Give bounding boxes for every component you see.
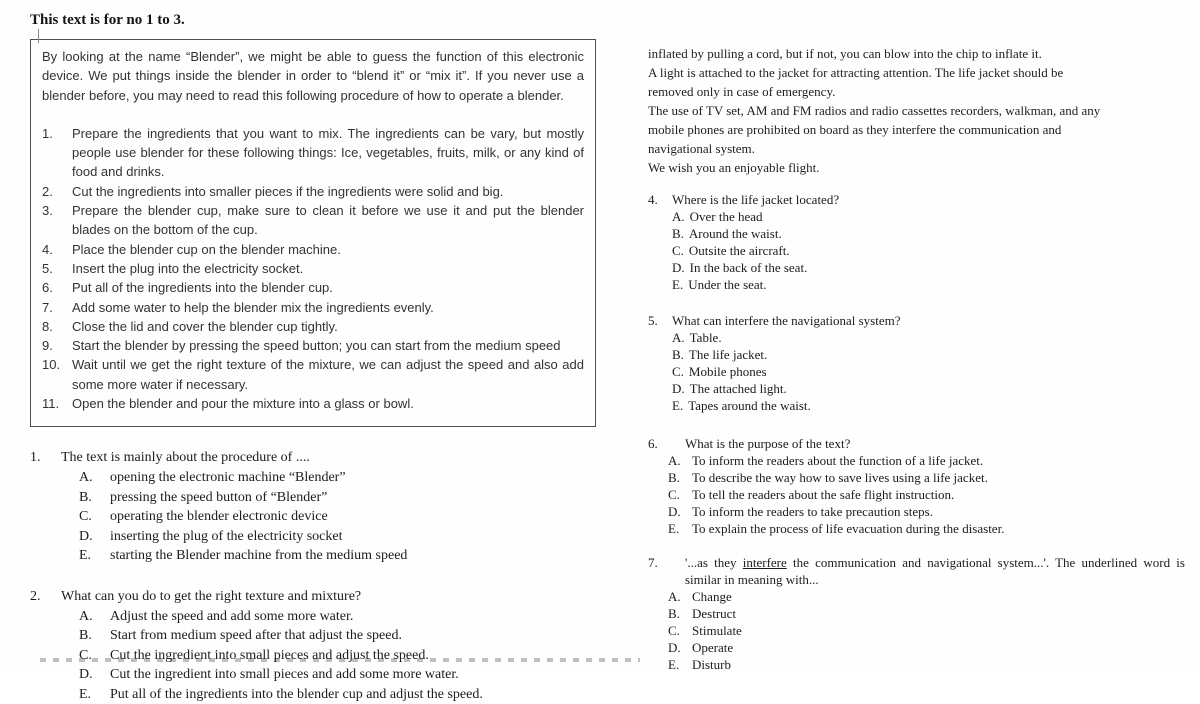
option-c [668, 486, 1185, 503]
question-number: 5. [648, 312, 672, 414]
underlined-word: interfere [743, 555, 787, 570]
option-letter: D. [668, 503, 692, 520]
question-5 [648, 312, 1185, 414]
option-text: Cut the ingredient into small pieces and adjust the speed. [110, 646, 429, 666]
option-text: Stimulate [692, 622, 742, 639]
procedure-step [42, 124, 584, 182]
option-a [668, 452, 1185, 469]
step-number: 4. [42, 240, 72, 259]
procedure-step [42, 394, 584, 413]
passage-line: The use of TV set, AM and FM radios and radio cassettes recorders, walkman, and any [648, 101, 1185, 120]
option-e [672, 276, 1185, 293]
option-text: Destruct [692, 605, 736, 622]
passage-line: We wish you an enjoyable flight. [648, 158, 1185, 177]
step-number: 11. [42, 394, 72, 413]
answer-options [668, 452, 1185, 537]
option-b [668, 605, 1185, 622]
option-d [668, 639, 1185, 656]
procedure-step [42, 201, 584, 240]
passage-line: mobile phones are prohibited on board as they interfere the communication and [648, 120, 1185, 139]
procedure-step [42, 259, 584, 278]
option-letter: E. [79, 685, 110, 704]
option-c [79, 507, 596, 527]
passage-line: inflated by pulling a cord, but if not, you can blow into the chip to inflate it. [648, 44, 1185, 63]
option-text: Table. [690, 329, 722, 346]
option-text: Operate [692, 639, 733, 656]
passage-line: navigational system. [648, 139, 1185, 158]
question-stem: What is the purpose of the text? [685, 435, 1185, 452]
step-number: 5. [42, 259, 72, 278]
option-letter: B. [672, 346, 684, 363]
step-text: Cut the ingredients into smaller pieces if the ingredients were solid and big. [72, 182, 584, 201]
step-text: Start the blender by pressing the speed button; you can start from the medium speed [72, 336, 584, 355]
option-text: inserting the plug of the electricity socket [110, 527, 342, 547]
option-letter: A. [672, 329, 685, 346]
option-text: The attached light. [690, 380, 787, 397]
option-letter: E. [668, 520, 692, 537]
option-c [672, 363, 1185, 380]
stem-post: the communication and navigational system...'. The underlined word is similar in meaning with... [685, 555, 1185, 587]
answer-options [79, 607, 596, 704]
step-number: 3. [42, 201, 72, 240]
question-stem: Where is the life jacket located? [672, 191, 1185, 208]
option-a [668, 588, 1185, 605]
option-b [672, 346, 1185, 363]
option-letter: D. [668, 639, 692, 656]
option-d [672, 380, 1185, 397]
scan-artifact-edge [40, 658, 640, 662]
option-text: Cut the ingredient into small pieces and add some more water. [110, 665, 459, 685]
stem-pre: '...as they [685, 555, 743, 570]
step-text: Prepare the blender cup, make sure to clean it before we use it and put the blender blades on the bottom of the cup. [72, 201, 584, 240]
procedure-step [42, 182, 584, 201]
procedure-step [42, 278, 584, 297]
answer-options [79, 468, 596, 566]
option-letter: B. [668, 469, 692, 486]
step-number: 1. [42, 124, 72, 182]
option-text: Start from medium speed after that adjust the speed. [110, 626, 402, 646]
option-b [79, 626, 596, 646]
step-text: Insert the plug into the electricity socket. [72, 259, 584, 278]
option-letter: A. [668, 452, 692, 469]
option-text: starting the Blender machine from the medium speed [110, 546, 407, 566]
option-text: To inform the readers to take precaution steps. [692, 503, 933, 520]
passage-line: removed only in case of emergency. [648, 82, 1185, 101]
answer-options [672, 208, 1185, 293]
flight-passage [648, 44, 1185, 177]
step-text: Wait until we get the right texture of the mixture, we can adjust the speed and also add some more water if necessary. [72, 355, 584, 394]
passage-note: This text is for no 1 to 3. [30, 12, 596, 29]
step-text: Prepare the ingredients that you want to mix. The ingredients can be vary, but mostly people use blender for these following things: Ice, vegetables, fruits, milk, or any kind of food and drinks. [72, 124, 584, 182]
option-text: Put all of the ingredients into the blender cup and adjust the speed. [110, 685, 483, 704]
option-letter: A. [79, 468, 110, 488]
option-d [79, 665, 596, 685]
question-6 [648, 435, 1185, 537]
option-letter: C. [668, 486, 692, 503]
right-column [648, 44, 1185, 673]
option-a [79, 607, 596, 627]
option-text: Around the waist. [689, 225, 782, 242]
option-letter: E. [672, 397, 683, 414]
option-text: Tapes around the waist. [688, 397, 811, 414]
option-text: Disturb [692, 656, 731, 673]
option-c [79, 646, 596, 666]
step-text: Place the blender cup on the blender machine. [72, 240, 584, 259]
option-b [79, 488, 596, 508]
step-number: 9. [42, 336, 72, 355]
procedure-step [42, 317, 584, 336]
option-letter: A. [79, 607, 110, 627]
option-text: In the back of the seat. [690, 259, 808, 276]
option-letter: C. [79, 507, 110, 527]
step-number: 2. [42, 182, 72, 201]
question-number: 6. [648, 435, 685, 537]
step-number: 7. [42, 298, 72, 317]
option-e [668, 656, 1185, 673]
option-text: To inform the readers about the function of a life jacket. [692, 452, 983, 469]
option-letter: C. [79, 646, 110, 666]
option-letter: B. [668, 605, 692, 622]
procedure-step [42, 336, 584, 355]
option-text: To tell the readers about the safe flight instruction. [692, 486, 954, 503]
procedure-step [42, 298, 584, 317]
option-letter: B. [672, 225, 684, 242]
option-text: pressing the speed button of “Blender” [110, 488, 327, 508]
option-a [79, 468, 596, 488]
option-text: Under the seat. [688, 276, 766, 293]
option-e [672, 397, 1185, 414]
option-text: The life jacket. [689, 346, 767, 363]
passage-box [30, 39, 596, 427]
option-text: Outsite the aircraft. [689, 242, 790, 259]
option-letter: C. [672, 242, 684, 259]
step-number: 6. [42, 278, 72, 297]
question-stem: What can you do to get the right texture and mixture? [61, 587, 596, 607]
step-number: 10. [42, 355, 72, 394]
question-4 [648, 191, 1185, 293]
option-c [668, 622, 1185, 639]
step-text: Put all of the ingredients into the blender cup. [72, 278, 584, 297]
procedure-step [42, 355, 584, 394]
question-number: 1. [30, 448, 61, 566]
option-e [668, 520, 1185, 537]
question-2 [30, 587, 596, 704]
option-letter: D. [672, 380, 685, 397]
option-letter: A. [668, 588, 692, 605]
question-stem: The text is mainly about the procedure of .... [61, 448, 596, 468]
option-text: To explain the process of life evacuation during the disaster. [692, 520, 1004, 537]
step-text: Add some water to help the blender mix the ingredients evenly. [72, 298, 584, 317]
passage-intro: By looking at the name “Blender”, we might be able to guess the function of this electronic device. We put things inside the blender in order to “blend it” or “mix it”. If you never use a blender before, you may need to read this following procedure of how to operate a blender. [42, 47, 584, 105]
option-a [672, 329, 1185, 346]
option-letter: D. [79, 527, 110, 547]
option-letter: C. [672, 363, 684, 380]
option-a [672, 208, 1185, 225]
passage-spacer [42, 105, 584, 124]
option-d [668, 503, 1185, 520]
option-text: To describe the way how to save lives using a life jacket. [692, 469, 988, 486]
question-number: 4. [648, 191, 672, 293]
question-number: 2. [30, 587, 61, 704]
question-7 [648, 554, 1185, 673]
option-e [79, 546, 596, 566]
option-c [672, 242, 1185, 259]
passage-line: A light is attached to the jacket for attracting attention. The life jacket should be [648, 63, 1185, 82]
option-d [79, 527, 596, 547]
option-letter: B. [79, 488, 110, 508]
question-stem [685, 554, 1185, 588]
option-text: Over the head [690, 208, 763, 225]
option-letter: A. [672, 208, 685, 225]
option-letter: E. [668, 656, 692, 673]
option-text: Mobile phones [689, 363, 767, 380]
question-stem: What can interfere the navigational system? [672, 312, 1185, 329]
option-letter: C. [668, 622, 692, 639]
option-b [672, 225, 1185, 242]
option-text: Change [692, 588, 732, 605]
option-text: opening the electronic machine “Blender” [110, 468, 346, 488]
option-e [79, 685, 596, 704]
option-text: Adjust the speed and add some more water. [110, 607, 353, 627]
question-number: 7. [648, 554, 685, 673]
answer-options [672, 329, 1185, 414]
option-letter: D. [672, 259, 685, 276]
scan-artifact-tick [38, 29, 39, 43]
option-letter: E. [79, 546, 110, 566]
option-letter: B. [79, 626, 110, 646]
step-number: 8. [42, 317, 72, 336]
step-text: Open the blender and pour the mixture into a glass or bowl. [72, 394, 584, 413]
option-d [672, 259, 1185, 276]
answer-options [668, 588, 1185, 673]
step-text: Close the lid and cover the blender cup tightly. [72, 317, 584, 336]
option-letter: D. [79, 665, 110, 685]
question-1 [30, 448, 596, 566]
option-letter: E. [672, 276, 683, 293]
option-b [668, 469, 1185, 486]
left-column [30, 12, 596, 704]
option-text: operating the blender electronic device [110, 507, 328, 527]
procedure-step [42, 240, 584, 259]
